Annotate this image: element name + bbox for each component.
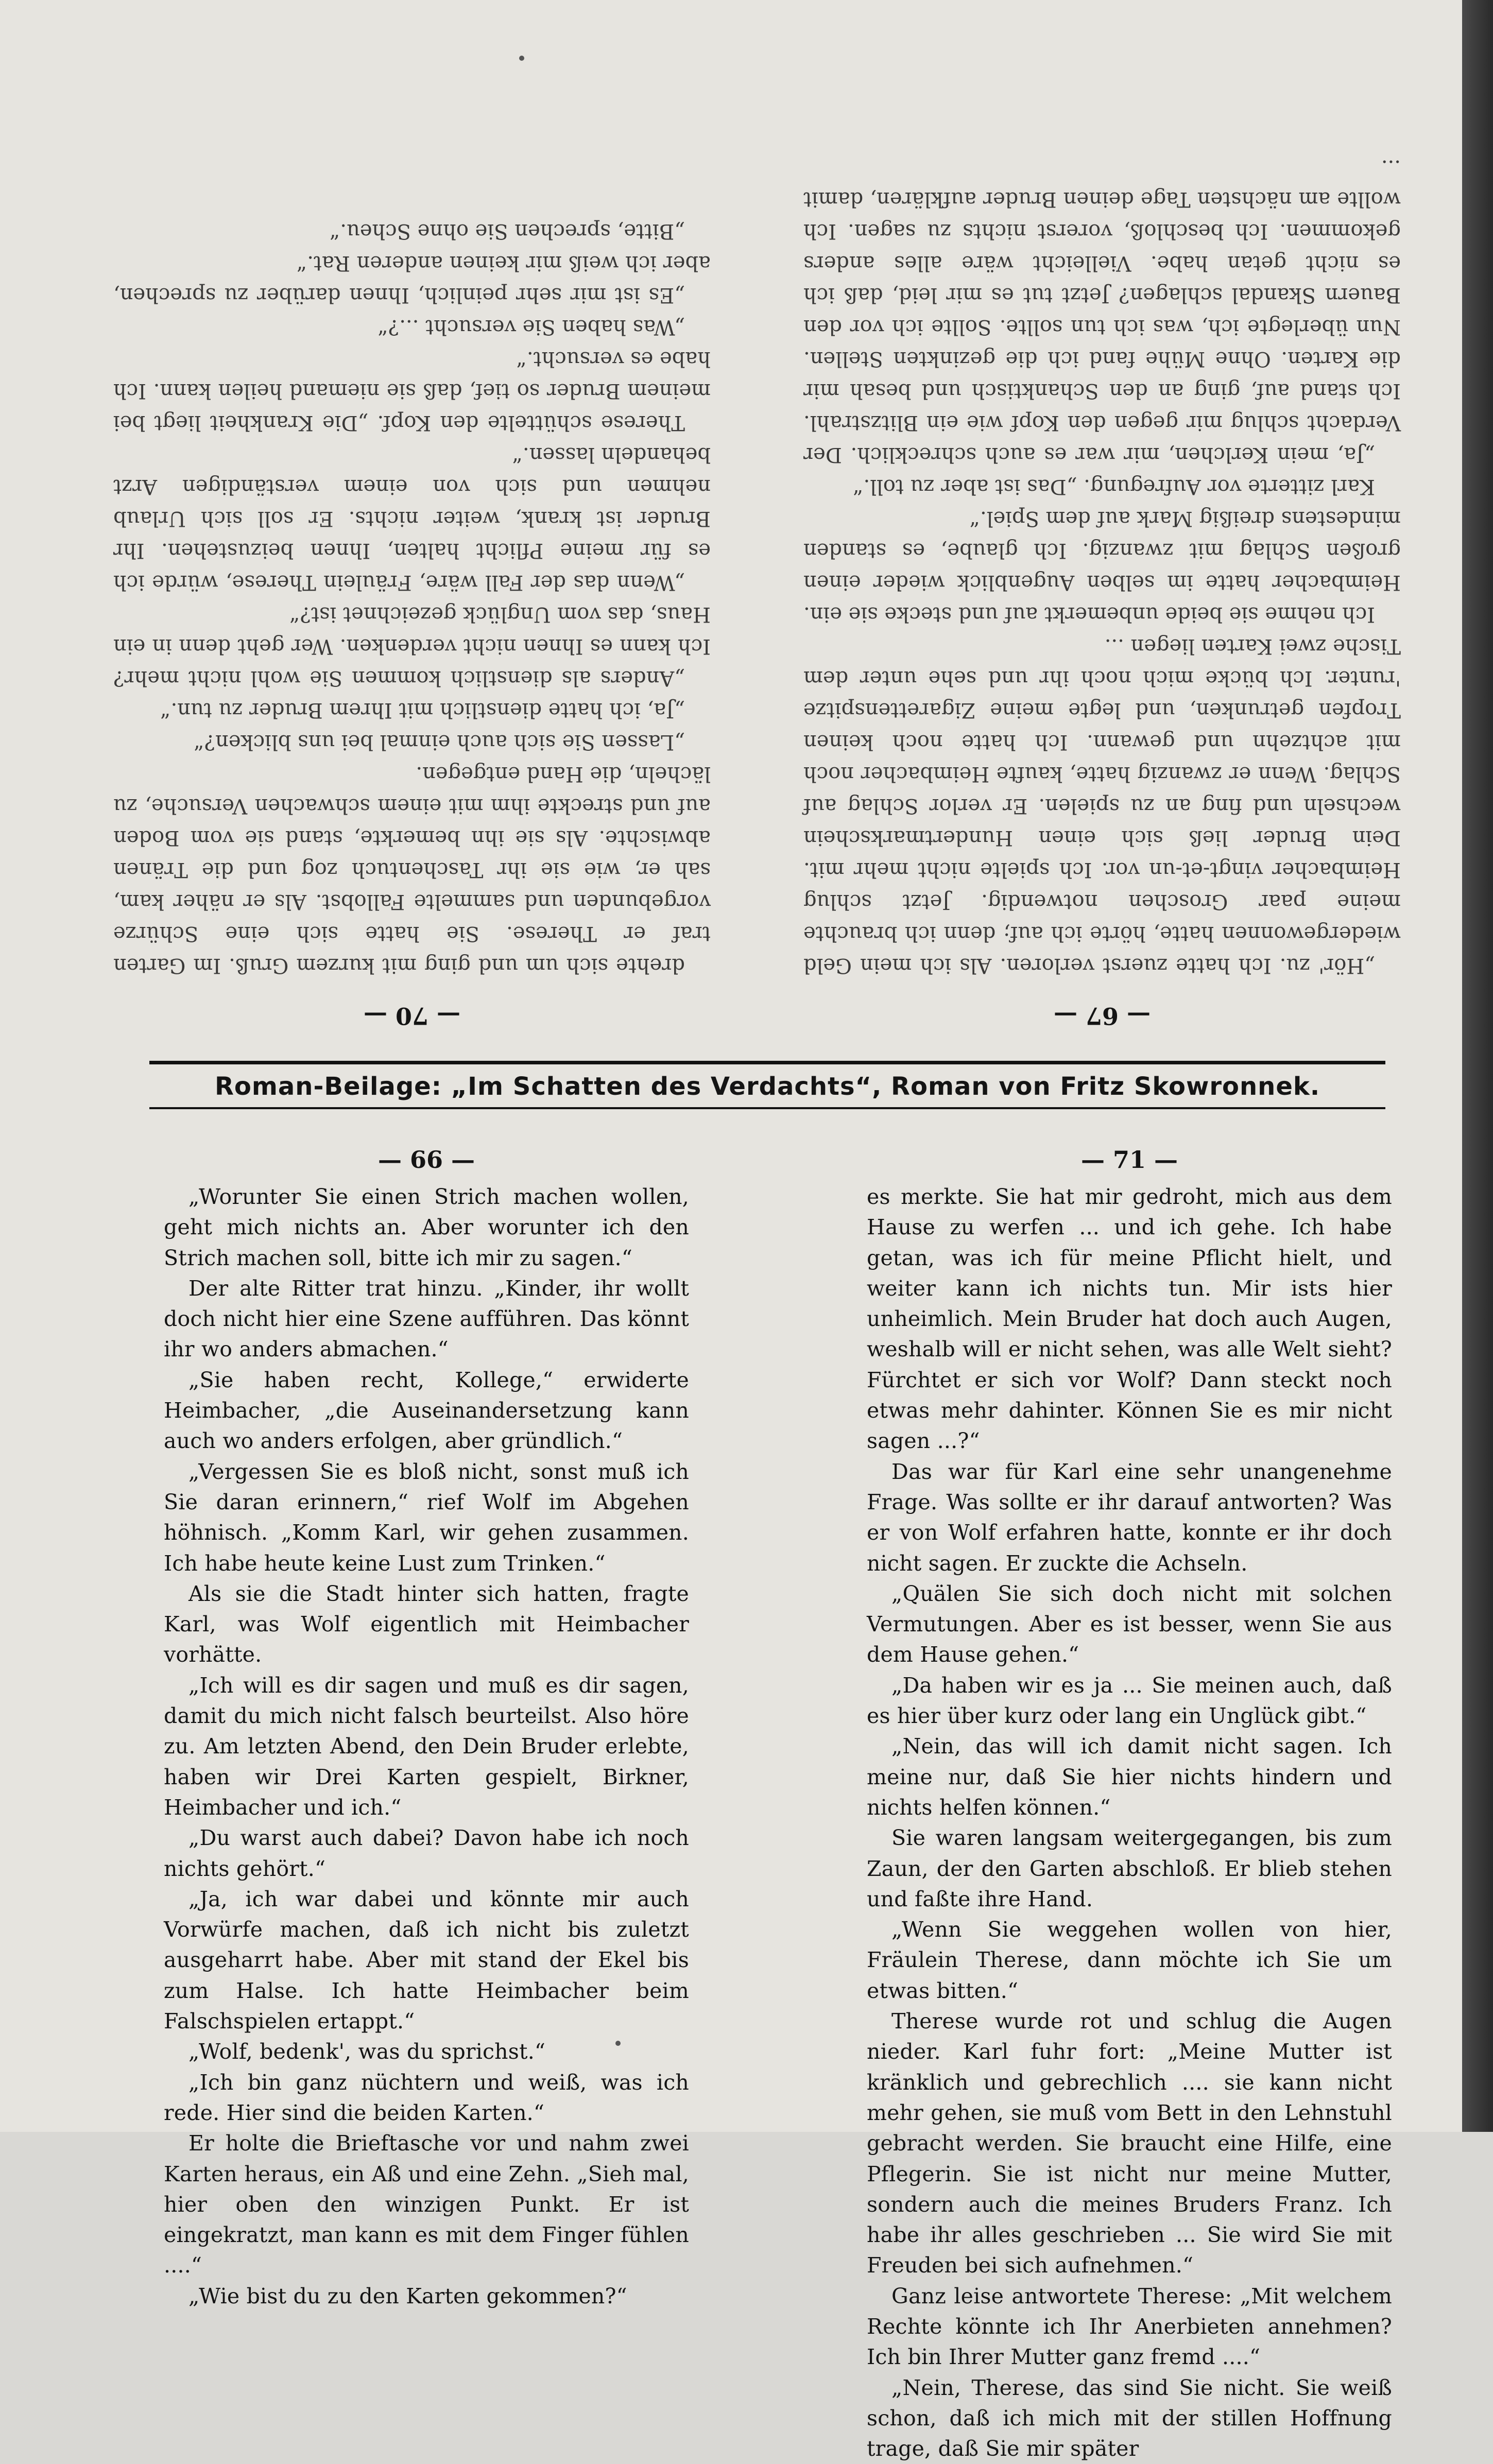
- paragraph: Ich nehme sie beide unbemerkt auf und stecke sie ein. Heimbacher hatte im selben Augenblick wieder einen großen Schlag mit zwanzig. Ich glaube, es standen mindestens dreißig Mark auf dem Spiel.“: [803, 507, 1401, 626]
- paragraph: „Anders als dienstlich kommen Sie wohl nicht mehr? Ich kann es Ihnen nicht verdenken. Wer geht denn in ein Haus, das vom Unglück gezeichnet ist?“: [113, 602, 711, 690]
- paragraph: „Da haben wir es ja ... Sie meinen auch, daß es hier über kurz oder lang ein Unglück gibt.“: [867, 1673, 1392, 1729]
- ink-dot: [615, 2041, 621, 2046]
- paragraph: Der alte Ritter trat hinzu. „Kinder, ihr wollt doch nicht hier eine Szene aufführen. Das könnt ihr wo anders abmachen.“: [164, 1276, 689, 1362]
- paragraph: „Ich bin ganz nüchtern und weiß, was ich rede. Hier sind die beiden Karten.“: [164, 2070, 689, 2125]
- paragraph: „Nein, Therese, das sind Sie nicht. Sie weiß schon, daß ich mich mit der stillen Hoffnung trage, daß Sie mir später: [867, 2375, 1392, 2461]
- page-67-column: [803, 151, 1401, 1030]
- paragraph: „Vergessen Sie es bloß nicht, sonst muß ich Sie daran erinnern,“ rief Wolf im Abgehen höhnisch. „Komm Karl, wir gehen zusammen. Ich habe heute keine Lust zum Trinken.“: [164, 1459, 689, 1576]
- paragraph: „Es ist mir sehr peinlich, Ihnen darüber zu sprechen, aber ich weiß mir keinen anderen Rat.“: [113, 251, 711, 307]
- upper-half-rotated: [113, 113, 1401, 1030]
- paragraph: Das war für Karl eine sehr unangenehme Frage. Was sollte er ihr darauf antworten? Was er von Wolf erfahren hatte, konnte er ihr doch nicht sagen. Er zuckte die Achseln.: [867, 1459, 1392, 1576]
- paragraph: „Quälen Sie sich doch nicht mit solchen Vermutungen. Aber es ist besser, wenn Sie aus dem Hause gehen.“: [867, 1581, 1392, 1667]
- paragraph: „Wenn das der Fall wäre, Fräulein Therese, würde ich es für meine Pflicht halten, Ihnen beizustehen. Ihr Bruder ist krank, weiter nichts. Er soll sich Urlaub nehmen und sich von einem verständigen Arzt behandeln lassen.“: [113, 443, 711, 594]
- paragraph: „Nein, das will ich damit nicht sagen. Ich meine nur, daß Sie hier nichts hindern und nichts helfen können.“: [867, 1734, 1392, 1820]
- paragraph: „Lassen Sie sich auch einmal bei uns blicken?“: [194, 730, 685, 754]
- page-66-text: [164, 1182, 689, 2312]
- page-67-text: [803, 151, 1401, 981]
- paragraph: „Wolf, bedenk', was du sprichst.“: [188, 2039, 546, 2064]
- paragraph: „Hör' zu. Ich hatte zuerst verloren. Als ich mein Geld wiedergewonnen hatte, hörte ich auf; denn ich brauchte meine paar Groschen notwendig. Jetzt schlug Heimbacher vingt-et-un vor. Ich spielte nicht mehr mit. Dein Bruder ließ sich einen Hundertmarkschein wechseln und fing an zu spielen. Er verlor Schlag auf Schlag. Wenn er zwanzig hatte, kaufte Heimbacher noch mit achtzehn und gewann. Ich hatte noch keinen Tropfen getrunken, und legte meine Zigarettenspitze 'runter. Ich bücke mich noch ihr und sehe unter dem Tische zwei Karten liegen ...: [803, 634, 1401, 977]
- ink-dot: [519, 56, 524, 61]
- paragraph: es merkte. Sie hat mir gedroht, mich aus dem Hause zu werfen ... und ich gehe. Ich habe getan, was ich für meine Pflicht hielt, und weiter kann ich nichts tun. Mir ists hier unheimlich. Mein Bruder hat doch auch Augen, weshalb will er nicht sehen, was alle Welt sieht? Fürchtet er sich vor Wolf? Dann steckt noch etwas mehr dahinter. Können Sie es mir nicht sagen ...?“: [867, 1184, 1392, 1454]
- paragraph: „Was haben Sie versucht ...?“: [377, 315, 685, 339]
- paragraph: Ganz leise antwortete Therese: „Mit welchem Rechte könnte ich Ihr Anerbieten annehmen? Ich bin Ihrer Mutter ganz fremd ....“: [867, 2283, 1392, 2370]
- paragraph: „Bitte, sprechen Sie ohne Scheu.“: [329, 219, 685, 243]
- page-number: — 70 —: [363, 1002, 461, 1030]
- paragraph: „Du warst auch dabei? Davon habe ich noch nichts gehört.“: [164, 1825, 689, 1881]
- paragraph: „Worunter Sie einen Strich machen wollen, geht mich nichts an. Aber worunter ich den Strich machen soll, bitte ich mir zu sagen.“: [164, 1184, 689, 1270]
- page-70-text: [113, 215, 711, 981]
- roman-beilage-banner: Roman-Beilage: „Im Schatten des Verdachts“, Roman von Fritz Skowronnek.: [214, 1072, 1320, 1101]
- paragraph: „Sie haben recht, Kollege,“ erwiderte Heimbacher, „die Auseinandersetzung kann auch wo anders erfolgen, aber gründlich.“: [164, 1367, 689, 1454]
- paragraph: drehte sich um und ging mit kurzem Gruß. Im Garten traf er Therese. Sie hatte sich eine Schürze vorgebunden und sammelte Fallobst. Als er näher kam, sah er, wie sie ihr Taschentuch zog und die Tränen abwischte. Als sie ihn bemerkte, stand sie vom Boden auf und streckte ihm mit einem schwachen Versuche, zu lächeln, die Hand entgegen.: [113, 762, 711, 977]
- paragraph: „Ja, ich hatte dienstlich mit Ihrem Bruder zu tun.“: [160, 698, 685, 722]
- scan-edge: [1462, 0, 1493, 2132]
- paragraph: „Ja, mein Kerlchen, mir war es auch schrecklich. Der Verdacht schlug mir gegen den Kopf wie ein Blitzstrahl. Ich stand auf, ging an den Schanktisch und besah mir die Karten. Ohne Mühe fand ich die gezinkten Stellen. Nun überlegte ich, was ich tun sollte. Sollte ich vor den Bauern Skandal schlagen? Jetzt tut es mir leid, daß ich es nicht getan habe. Vielleicht wäre alles anders gekommen. Ich beschloß, vorerst nichts zu sagen. Ich wollte am nächsten Tage deinen Bruder aufklären, damit ...: [803, 156, 1401, 467]
- paragraph: „Ich will es dir sagen und muß es dir sagen, damit du mich nicht falsch beurteilst. Also höre zu. Am letzten Abend, den Dein Bruder erlebte, haben wir Drei Karten gespielt, Birkner, Heimbacher und ich.“: [164, 1673, 689, 1820]
- page-number: — 67 —: [1053, 1002, 1151, 1030]
- paragraph: „Wie bist du zu den Karten gekommen?“: [188, 2283, 627, 2308]
- paragraph: Er holte die Brieftasche vor und nahm zwei Karten heraus, ein Aß und eine Zehn. „Sieh mal, hier oben den winzigen Punkt. Er ist eingekratzt, man kann es mit dem Finger fühlen ....“: [164, 2131, 689, 2278]
- page-number: — 66 —: [377, 1146, 475, 1174]
- page-66-column: [164, 1146, 689, 2312]
- paragraph: „Ja, ich war dabei und könnte mir auch Vorwürfe machen, daß ich nicht bis zuletzt ausgeharrt habe. Aber mit stand der Ekel bis zum Halse. Ich hatte Heimbacher beim Falschspielen ertappt.“: [164, 1886, 689, 2034]
- paragraph: Therese wurde rot und schlug die Augen nieder. Karl fuhr fort: „Meine Mutter ist kränklich und gebrechlich .... sie kann nicht mehr gehen, sie muß vom Bett in den Lehnstuhl gebracht werden. Sie braucht eine Hilfe, eine Pflegerin. Sie ist nicht nur meine Mutter, sondern auch die meines Bruders Franz. Ich habe ihr alles geschrieben ... Sie wird Sie mit Freuden bei sich aufnehmen.“: [867, 2009, 1392, 2278]
- page-71-text: [867, 1182, 1392, 2464]
- banner-rule-top: [149, 1061, 1385, 1064]
- page-number: — 71 —: [1080, 1146, 1178, 1174]
- banner-rule-bottom: [149, 1107, 1385, 1109]
- page-70-column: [113, 215, 711, 1030]
- paragraph: Karl zitterte vor Aufregung. „Das ist aber zu toll.“: [853, 475, 1375, 498]
- paragraph: „Wenn Sie weggehen wollen von hier, Fräulein Therese, dann möchte ich Sie um etwas bitten.“: [867, 1917, 1392, 2003]
- paragraph: Sie waren langsam weitergegangen, bis zum Zaun, der den Garten abschloß. Er blieb stehen und faßte ihre Hand.: [867, 1825, 1392, 1911]
- paragraph: Als sie die Stadt hinter sich hatten, fragte Karl, was Wolf eigentlich mit Heimbacher vorhätte.: [164, 1581, 689, 1667]
- paragraph: Therese schüttelte den Kopf. „Die Krankheit liegt bei meinem Bruder so tief, daß sie niemand heilen kann. Ich habe es versucht.“: [113, 347, 711, 435]
- page-71-column: [867, 1146, 1392, 2464]
